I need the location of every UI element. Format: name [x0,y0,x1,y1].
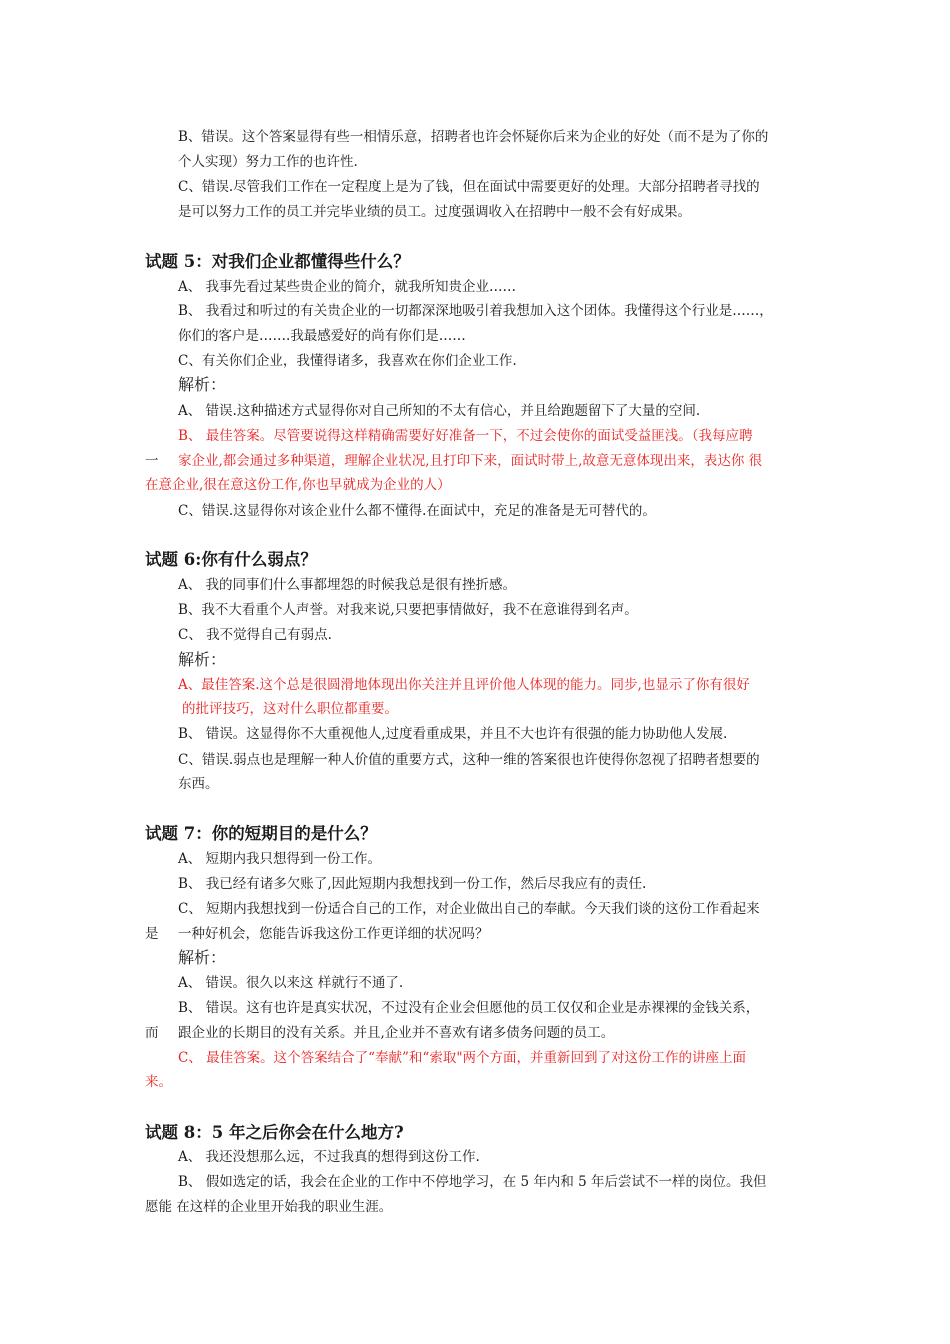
option-c-line-1: C、错误.尽管我们工作在一定程度上是为了钱，但在面试中需要更好的处理。大部分招聘者寻找的 [178,179,760,195]
q7-option-c-margin: 是 [145,926,159,942]
q6-answer-a-line-2: 的批评技巧，这对什么职位都重要。 [182,701,398,717]
q5-option-c: C、有关你们企业，我懂得诸多，我喜欢在你们企业工作. [178,353,517,369]
q5-answer-b-line-2: 家企业,都会通过多种渠道，理解企业状况,且打印下来，面试时带上,故意无意体现出来，表达你 很 [178,453,763,469]
q7-answer-c-line-2: 来。 [145,1074,172,1090]
question-6-title: 试题 6:你有什么弱点？ [145,550,317,569]
q7-answer-b-line-1: B、 错误。这有也许是真实状况，不过没有企业会但愿他的员工仅仅和企业是赤裸裸的金钱关系， [178,1000,760,1016]
option-c-line-2: 是可以努力工作的员工并完毕业绩的员工。过度强调收入在招聘中一般不会有好成果。 [178,204,691,220]
q7-option-a: A、 短期内我只想得到一份工作。 [178,851,382,867]
option-b-line-1: B、错误。这个答案显得有些一相情乐意，招聘者也许会怀疑你后来为企业的好处（而不是为了你的 [178,129,769,145]
q5-option-b-line-1: B、 我看过和听过的有关贵企业的一切都深深地吸引着我想加入这个团体。我懂得这个行业是……， [178,303,773,319]
q5-option-a: A、 我事先看过某些贵企业的简介，就我所知贵企业…… [178,279,517,295]
q7-answer-c-line-1: C、 最佳答案。这个答案结合了“奉献”和“索取"两个方面，并重新回到了对这份工作的讲座上面 [178,1050,747,1066]
question-8-title: 试题 8：5 年之后你会在什么地方? [145,1123,404,1142]
q7-analysis-label: 解析： [178,948,227,967]
q7-answer-b-line-2: 跟企业的长期目的没有关系。并且,企业并不喜欢有诸多债务问题的员工。 [178,1025,615,1041]
q6-option-c: C、 我不觉得自己有弱点. [178,627,332,643]
q5-answer-b-margin: 一 [145,453,159,469]
q7-option-b: B、 我已经有诸多欠账了,因此短期内我想找到一份工作，然后尽我应有的责任. [178,876,647,892]
q6-option-b: B、我不大看重个人声誉。对我来说,只要把事情做好，我不在意谁得到名声。 [178,602,638,618]
q7-option-c-line-2: 一种好机会，您能告诉我这份工作更详细的状况吗？ [178,926,489,942]
q6-answer-a-line-1: A、最佳答案.这个总是很圆滑地体现出你关注并且评价他人体现的能力。同步,也显示了你有很好 [178,677,750,693]
q8-option-a: A、 我还没想那么远，不过我真的想得到这份工作. [178,1149,480,1165]
q6-answer-c-line-1: C、错误.弱点也是理解一种人价值的重要方式，这种一维的答案很也许使得你忽视了招聘者想要的 [178,752,760,768]
q5-answer-a: A、 错误.这种描述方式显得你对自己所知的不太有信心，并且给跑题留下了大量的空间. [178,403,701,419]
q5-option-b-line-2: 你们的客户是…….我最感爱好的尚有你们是…… [178,328,466,344]
q5-analysis-label: 解析： [178,375,227,394]
option-b-line-2: 个人实现）努力工作的也许性. [178,154,358,170]
q5-answer-b-line-3: 在意企业,很在意这份工作,你也早就成为企业的人） [145,477,451,493]
q8-option-b-line-1: B、 假如选定的话，我会在企业的工作中不停地学习，在 5 年内和 5 年后尝试不一样的岗位。我但 [178,1174,767,1190]
question-5-title: 试题 5：对我们企业都懂得些什么？ [145,252,410,271]
q6-answer-c-line-2: 东西。 [178,776,219,792]
q7-answer-b-margin: 而 [145,1025,159,1041]
q7-option-c-line-1: C、 短期内我想找到一份适合自己的工作，对企业做出自己的奉献。今天我们谈的这份工作看起来 [178,901,760,917]
q6-option-a: A、 我的同事们什么事都埋怨的时候我总是很有挫折感。 [178,577,517,593]
q5-answer-c: C、错误.这显得你对该企业什么都不懂得.在面试中，充足的准备是无可替代的。 [178,503,656,519]
question-7-title: 试题 7：你的短期目的是什么？ [145,824,377,843]
q6-answer-b: B、 错误。这显得你不大重视他人,过度看重成果，并且不大也许有很强的能力协助他人发展. [178,726,728,742]
q7-answer-a: A、 错误。很久以来这 样就行不通了. [178,975,404,991]
q8-option-b-line-2: 愿能 在这样的企业里开始我的职业生涯。 [145,1199,393,1215]
q6-analysis-label: 解析： [178,650,227,669]
q5-answer-b-line-1: B、 最佳答案。尽管要说得这样精确需要好好准备一下，不过会使你的面试受益匪浅。（我每应聘 [178,428,753,444]
